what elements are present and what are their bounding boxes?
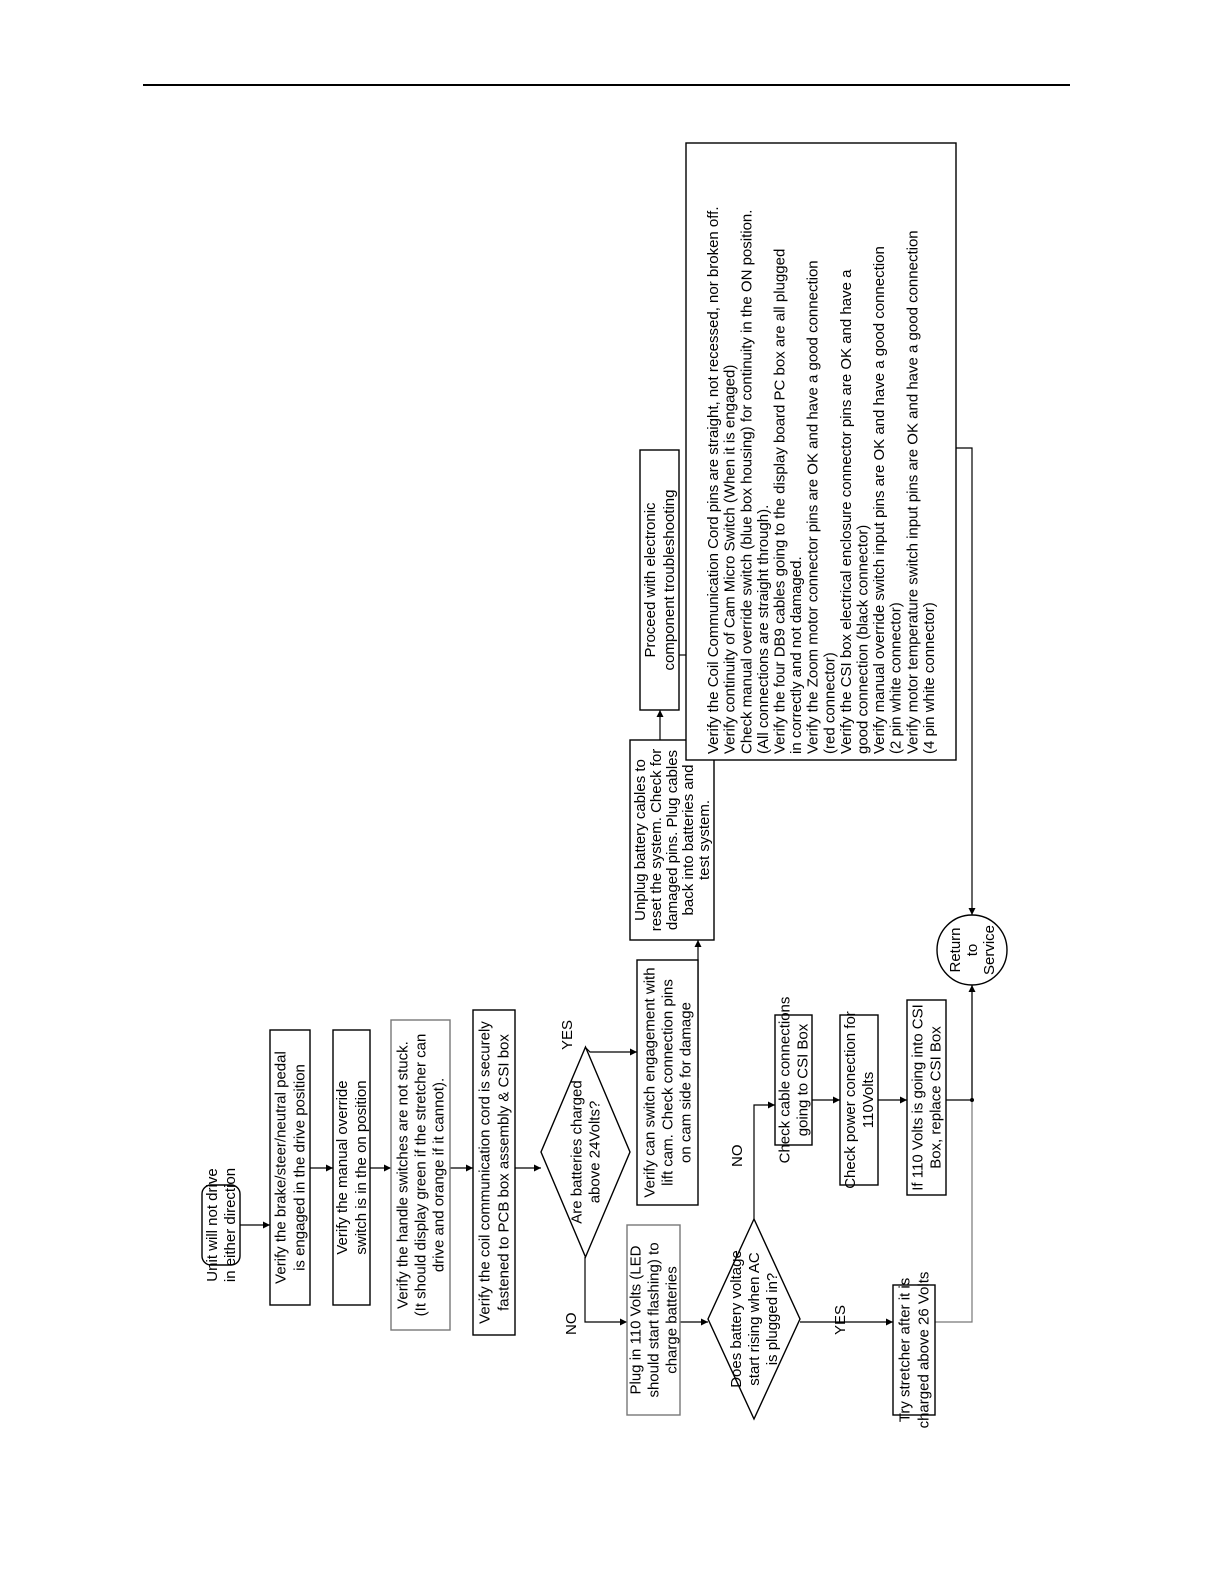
rotated-diagram — [202, 143, 1007, 1428]
node-text-line: (4 pin white connector) — [920, 602, 938, 754]
node-text-line: Verify motor temperature switch input pins are OK and have a good connection — [904, 230, 922, 754]
node-handle-switches — [391, 1020, 450, 1330]
node-text-line: in correctly and not damaged. — [788, 556, 806, 754]
node-text-line: Verify the Zoom motor connector pins are OK and have a good connection — [804, 260, 822, 754]
node-text-line: should start flashing) to — [645, 1242, 663, 1398]
node-text-line: in either direction — [222, 1167, 239, 1283]
node-text-line: Verify the coil communication cord is securely — [476, 1021, 494, 1324]
node-text-line: lift cam. Check connection pins — [659, 979, 677, 1186]
connector-19 — [956, 448, 972, 915]
node-text-line: (2 pin white connector) — [887, 602, 905, 754]
node-electronic — [640, 450, 679, 710]
node-text-line: Verify the four DB9 cables going to the display board PC box are all plugged — [771, 248, 789, 754]
node-text-line: Verify can switch engagement with — [641, 967, 659, 1198]
nodes — [202, 143, 1007, 1428]
arrowhead-8 — [695, 940, 702, 947]
node-text-line: Check power conection for — [842, 1011, 859, 1189]
node-replace-csi — [907, 1000, 946, 1195]
arrowhead-12 — [768, 1102, 775, 1109]
arrowhead-10 — [886, 1319, 893, 1326]
node-text-line: Verify continuity of Cam Micro Switch (When it is engaged) — [721, 364, 739, 754]
arrowhead-17 — [657, 710, 664, 717]
node-text-line: Verify the manual override — [334, 1080, 351, 1255]
arrowhead-0 — [263, 1222, 270, 1229]
node-override-switch — [333, 1030, 370, 1305]
node-check-power — [840, 1011, 878, 1189]
node-text-line: Box, replace CSI Box — [927, 1026, 945, 1169]
node-text-line: Try stretcher after it is — [896, 1277, 914, 1423]
node-text-line: Verify the handle switches are not stuck. — [394, 1041, 412, 1309]
node-text-line: component troubleshooting — [661, 489, 678, 671]
node-text-line: Check manual override switch (blue box housing) for continuity in the ON position. — [738, 209, 756, 754]
arrowhead-9 — [701, 1319, 708, 1326]
branch-label-batteries-yes: YES — [559, 1019, 576, 1050]
node-text-line: above 24Volts? — [586, 1100, 604, 1204]
arrowhead-16 — [969, 985, 976, 992]
node-try-stretcher — [893, 1272, 935, 1429]
arrowhead-1 — [326, 1165, 333, 1172]
node-unplug-battery — [630, 740, 714, 940]
branch-label-voltage-no: NO — [729, 1144, 746, 1167]
node-voltage-rising — [708, 1219, 800, 1419]
decision-diamond — [541, 1047, 630, 1257]
node-cam-switch — [637, 960, 698, 1205]
node-check-cable — [775, 997, 812, 1164]
node-text-line: 110Volts — [860, 1071, 877, 1129]
arrowhead-4 — [534, 1165, 541, 1172]
node-checklist — [686, 143, 956, 760]
node-text-line: going to CSI Box — [794, 1023, 812, 1137]
node-text-line: Return — [947, 927, 964, 973]
connector-12 — [754, 1105, 775, 1219]
node-text-line: good connection (black connector) — [854, 524, 872, 754]
node-text-line: is plugged in? — [764, 1272, 781, 1366]
arrowhead-2 — [384, 1165, 391, 1172]
node-text-line: (red connector) — [821, 652, 839, 754]
node-text-line: Unplug battery cables to — [632, 759, 649, 921]
node-text-line: Check cable connections — [776, 996, 794, 1164]
arrowhead-3 — [466, 1165, 473, 1172]
connector-5 — [585, 1257, 627, 1322]
node-text-line: Verify the CSI box electrical enclosure connector pins are OK and have a — [837, 269, 855, 754]
node-text-line: drive and orange if it cannot). — [430, 1077, 448, 1273]
junction-dot — [970, 1098, 974, 1102]
node-text-line: (It should display green if the stretcher can — [412, 1033, 430, 1317]
node-batteries-charged — [541, 1047, 630, 1257]
node-text-line: back into batteries and — [680, 764, 697, 916]
node-plug-in — [627, 1225, 681, 1415]
node-text-line: fastened to PCB box assembly & CSI box — [495, 1034, 513, 1311]
node-text-line: Does battery voltage — [728, 1250, 745, 1388]
arrowhead-14 — [900, 1097, 907, 1104]
node-return — [937, 915, 1007, 985]
node-text-line: Plug in 110 Volts (LED — [627, 1245, 645, 1395]
arrowhead-5 — [620, 1319, 627, 1326]
node-text-line: charge batteries — [663, 1266, 681, 1374]
arrowhead-6 — [630, 1049, 637, 1056]
arrowhead-19 — [969, 908, 976, 915]
node-text-line: If 110 Volts is going into CSI — [909, 1004, 927, 1191]
node-text-line: charged above 26 Volts — [915, 1271, 933, 1429]
node-text-line: Service — [981, 924, 998, 976]
node-text-line: on cam side for damage — [677, 1002, 695, 1163]
node-text-line: Verify manual override switch input pins are OK and have a good connection — [871, 246, 889, 754]
node-text-line: damaged pins. Plug cables — [664, 749, 681, 931]
node-text-line: switch is in the on position — [353, 1080, 370, 1255]
node-text-line: (All connections are straight through). — [754, 504, 772, 754]
node-text-line: Unit will not drive — [204, 1168, 221, 1282]
node-text-line: Verify the brake/steer/neutral pedal — [272, 1051, 290, 1284]
node-coil-cord — [473, 1010, 515, 1335]
node-text-line: reset the system. Check for — [648, 748, 665, 932]
node-brake-pedal — [270, 1030, 310, 1305]
branch-label-batteries-no: NO — [563, 1312, 580, 1335]
node-text-line: Verify the Coil Communication Cord pins are straight, not recessed, nor broken off. — [705, 206, 723, 754]
connector-6 — [585, 1047, 637, 1052]
node-text-line: Proceed with electronic — [642, 502, 659, 658]
node-text-line: to — [964, 943, 981, 957]
node-text-line: test system. — [696, 799, 713, 881]
arrowhead-13 — [833, 1097, 840, 1104]
node-text-line: is engaged in the drive position — [291, 1064, 309, 1271]
node-text-line: Are batteries charged — [568, 1080, 586, 1224]
branch-label-voltage-yes: YES — [832, 1304, 849, 1335]
node-start — [202, 1168, 240, 1282]
node-text-line: start rising when AC — [746, 1252, 763, 1386]
